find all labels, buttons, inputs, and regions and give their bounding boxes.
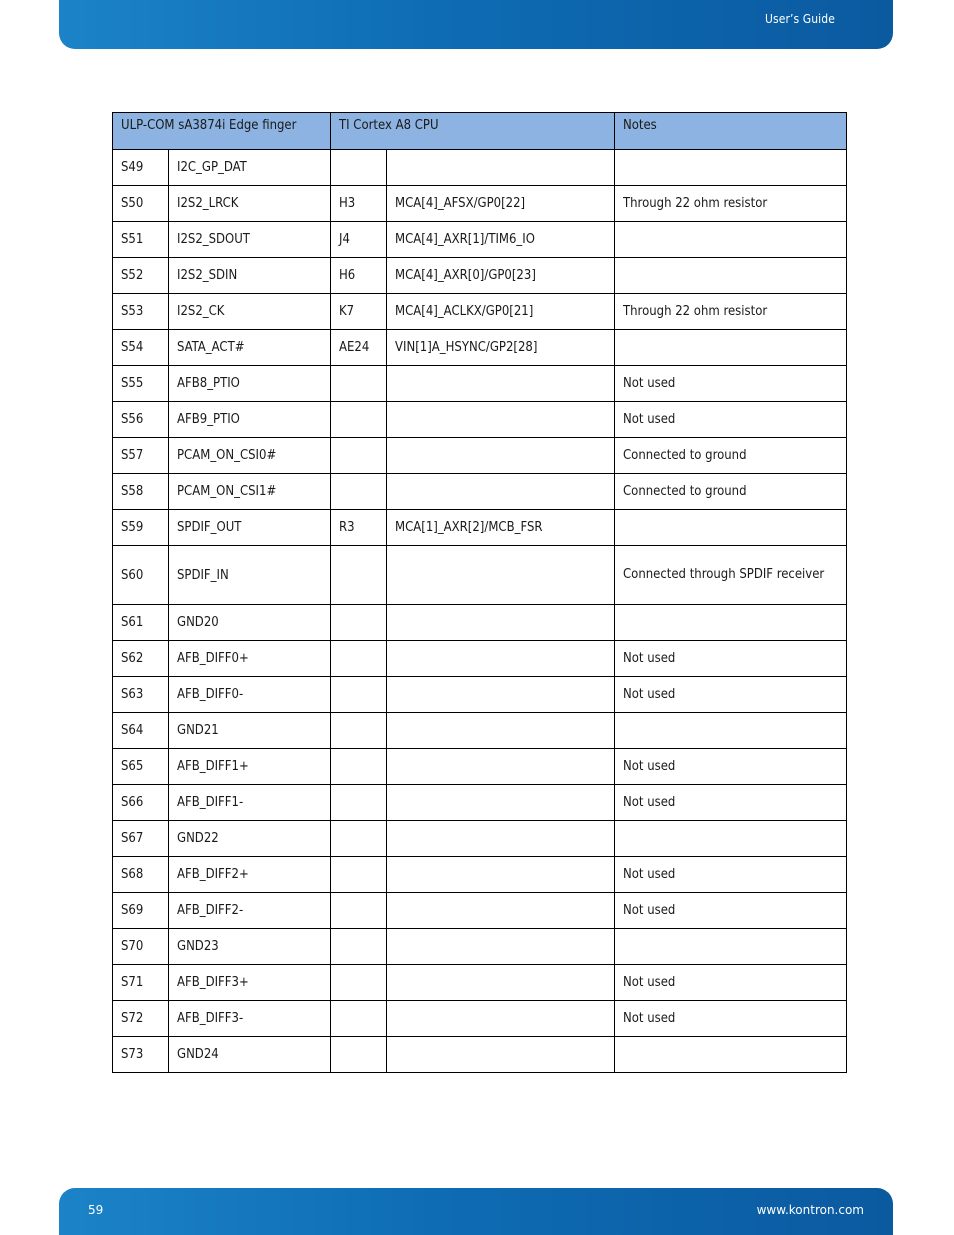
- cell-signal: AFB_DIFF2-: [169, 893, 331, 929]
- cell-notes: [615, 258, 847, 294]
- cell-notes: [615, 330, 847, 366]
- cell-ball: [331, 929, 387, 965]
- cell-cpu-signal: [387, 366, 615, 402]
- table-row: [113, 677, 847, 713]
- cell-cpu-signal: MCA[4]_ACLKX/GP0[21]: [387, 294, 615, 330]
- cell-cpu-signal: [387, 1037, 615, 1073]
- cell-ball: [331, 857, 387, 893]
- cell-pin: S59: [113, 510, 169, 546]
- table-row: [113, 641, 847, 677]
- cell-pin: S65: [113, 749, 169, 785]
- cell-notes: Not used: [615, 641, 847, 677]
- cell-ball: [331, 474, 387, 510]
- header-title: User’s Guide: [764, 12, 835, 26]
- cell-cpu-signal: MCA[4]_AFSX/GP0[22]: [387, 186, 615, 222]
- cell-cpu-signal: MCA[4]_AXR[0]/GP0[23]: [387, 258, 615, 294]
- cell-cpu-signal: [387, 821, 615, 857]
- cell-notes: [615, 150, 847, 186]
- cell-ball: [331, 546, 387, 605]
- cell-pin: S57: [113, 438, 169, 474]
- table-row: [113, 510, 847, 546]
- page-number: 59: [88, 1203, 104, 1217]
- cell-notes: Not used: [615, 1001, 847, 1037]
- cell-pin: S50: [113, 186, 169, 222]
- pin-mapping-table: [112, 112, 847, 1073]
- header-cpu: TI Cortex A8 CPU: [331, 113, 615, 150]
- cell-signal: GND24: [169, 1037, 331, 1073]
- cell-cpu-signal: [387, 641, 615, 677]
- cell-notes: Through 22 ohm resistor: [615, 186, 847, 222]
- table-row: [113, 965, 847, 1001]
- table-row: [113, 546, 847, 605]
- cell-pin: S56: [113, 402, 169, 438]
- cell-pin: S64: [113, 713, 169, 749]
- cell-cpu-signal: [387, 857, 615, 893]
- footer-banner: [59, 1188, 893, 1235]
- cell-pin: S60: [113, 546, 169, 605]
- cell-signal: AFB8_PTIO: [169, 366, 331, 402]
- cell-ball: H6: [331, 258, 387, 294]
- cell-signal: I2C_GP_DAT: [169, 150, 331, 186]
- cell-ball: [331, 965, 387, 1001]
- table-row: [113, 438, 847, 474]
- cell-cpu-signal: [387, 749, 615, 785]
- cell-notes: Connected to ground: [615, 438, 847, 474]
- cell-ball: AE24: [331, 330, 387, 366]
- table-row: [113, 402, 847, 438]
- cell-notes: Not used: [615, 965, 847, 1001]
- table-row: [113, 785, 847, 821]
- cell-notes: [615, 713, 847, 749]
- cell-signal: SPDIF_OUT: [169, 510, 331, 546]
- cell-ball: [331, 605, 387, 641]
- cell-cpu-signal: [387, 713, 615, 749]
- cell-notes: Not used: [615, 893, 847, 929]
- cell-pin: S51: [113, 222, 169, 258]
- cell-signal: AFB_DIFF3-: [169, 1001, 331, 1037]
- cell-pin: S73: [113, 1037, 169, 1073]
- cell-signal: AFB_DIFF0+: [169, 641, 331, 677]
- cell-ball: [331, 366, 387, 402]
- cell-signal: SPDIF_IN: [169, 546, 331, 605]
- cell-ball: J4: [331, 222, 387, 258]
- table-body: [113, 150, 847, 1073]
- cell-ball: [331, 150, 387, 186]
- header-notes: Notes: [615, 113, 847, 150]
- cell-notes: [615, 605, 847, 641]
- cell-cpu-signal: [387, 965, 615, 1001]
- cell-cpu-signal: [387, 929, 615, 965]
- cell-signal: AFB_DIFF2+: [169, 857, 331, 893]
- table-row: [113, 821, 847, 857]
- cell-notes: Not used: [615, 677, 847, 713]
- cell-cpu-signal: [387, 1001, 615, 1037]
- cell-pin: S55: [113, 366, 169, 402]
- cell-notes: [615, 510, 847, 546]
- cell-notes: [615, 1037, 847, 1073]
- cell-pin: S53: [113, 294, 169, 330]
- table-row: [113, 929, 847, 965]
- cell-signal: PCAM_ON_CSI0#: [169, 438, 331, 474]
- cell-ball: [331, 1037, 387, 1073]
- table-row: [113, 1001, 847, 1037]
- cell-signal: AFB9_PTIO: [169, 402, 331, 438]
- cell-ball: [331, 821, 387, 857]
- cell-cpu-signal: [387, 893, 615, 929]
- table-row: [113, 258, 847, 294]
- cell-ball: [331, 785, 387, 821]
- cell-cpu-signal: MCA[1]_AXR[2]/MCB_FSR: [387, 510, 615, 546]
- cell-notes: Not used: [615, 785, 847, 821]
- cell-pin: S70: [113, 929, 169, 965]
- cell-cpu-signal: [387, 438, 615, 474]
- cell-signal: GND23: [169, 929, 331, 965]
- cell-ball: K7: [331, 294, 387, 330]
- table-row: [113, 474, 847, 510]
- cell-signal: AFB_DIFF0-: [169, 677, 331, 713]
- cell-pin: S63: [113, 677, 169, 713]
- header-edge-finger: ULP-COM sA3874i Edge finger: [113, 113, 331, 150]
- cell-ball: [331, 438, 387, 474]
- cell-ball: [331, 713, 387, 749]
- cell-pin: S49: [113, 150, 169, 186]
- cell-notes: Not used: [615, 402, 847, 438]
- cell-pin: S69: [113, 893, 169, 929]
- cell-pin: S72: [113, 1001, 169, 1037]
- footer-url: www.kontron.com: [756, 1203, 864, 1217]
- cell-ball: [331, 749, 387, 785]
- table-row: [113, 749, 847, 785]
- cell-cpu-signal: MCA[4]_AXR[1]/TIM6_IO: [387, 222, 615, 258]
- table-row: [113, 366, 847, 402]
- table-header-row: [113, 113, 847, 150]
- table-row: [113, 294, 847, 330]
- cell-ball: [331, 1001, 387, 1037]
- cell-signal: GND20: [169, 605, 331, 641]
- cell-cpu-signal: [387, 677, 615, 713]
- cell-pin: S54: [113, 330, 169, 366]
- cell-ball: [331, 641, 387, 677]
- cell-notes: Not used: [615, 857, 847, 893]
- cell-notes: Not used: [615, 366, 847, 402]
- cell-pin: S68: [113, 857, 169, 893]
- table-row: [113, 857, 847, 893]
- cell-cpu-signal: [387, 785, 615, 821]
- cell-pin: S52: [113, 258, 169, 294]
- table-row: [113, 330, 847, 366]
- cell-signal: AFB_DIFF1+: [169, 749, 331, 785]
- cell-notes: Not used: [615, 749, 847, 785]
- cell-pin: S62: [113, 641, 169, 677]
- cell-pin: S61: [113, 605, 169, 641]
- table-row: [113, 713, 847, 749]
- cell-ball: [331, 402, 387, 438]
- table-row: [113, 222, 847, 258]
- table-row: [113, 186, 847, 222]
- cell-signal: GND22: [169, 821, 331, 857]
- cell-cpu-signal: [387, 605, 615, 641]
- cell-signal: I2S2_SDIN: [169, 258, 331, 294]
- cell-cpu-signal: VIN[1]A_HSYNC/GP2[28]: [387, 330, 615, 366]
- table-row: [113, 605, 847, 641]
- cell-pin: S66: [113, 785, 169, 821]
- cell-pin: S67: [113, 821, 169, 857]
- cell-notes: [615, 222, 847, 258]
- cell-signal: AFB_DIFF3+: [169, 965, 331, 1001]
- cell-notes: [615, 929, 847, 965]
- cell-cpu-signal: [387, 474, 615, 510]
- cell-signal: I2S2_CK: [169, 294, 331, 330]
- cell-signal: GND21: [169, 713, 331, 749]
- table-row: [113, 150, 847, 186]
- cell-ball: R3: [331, 510, 387, 546]
- cell-pin: S71: [113, 965, 169, 1001]
- table-row: [113, 1037, 847, 1073]
- cell-notes: [615, 821, 847, 857]
- cell-signal: PCAM_ON_CSI1#: [169, 474, 331, 510]
- cell-signal: AFB_DIFF1-: [169, 785, 331, 821]
- cell-cpu-signal: [387, 402, 615, 438]
- cell-signal: I2S2_LRCK: [169, 186, 331, 222]
- cell-pin: S58: [113, 474, 169, 510]
- cell-signal: I2S2_SDOUT: [169, 222, 331, 258]
- cell-signal: SATA_ACT#: [169, 330, 331, 366]
- cell-notes: Through 22 ohm resistor: [615, 294, 847, 330]
- cell-cpu-signal: [387, 546, 615, 605]
- cell-ball: [331, 893, 387, 929]
- cell-ball: [331, 677, 387, 713]
- cell-cpu-signal: [387, 150, 615, 186]
- table-row: [113, 893, 847, 929]
- cell-ball: H3: [331, 186, 387, 222]
- header-banner: [59, 0, 893, 49]
- cell-notes: Connected through SPDIF receiver: [615, 546, 847, 605]
- cell-notes: Connected to ground: [615, 474, 847, 510]
